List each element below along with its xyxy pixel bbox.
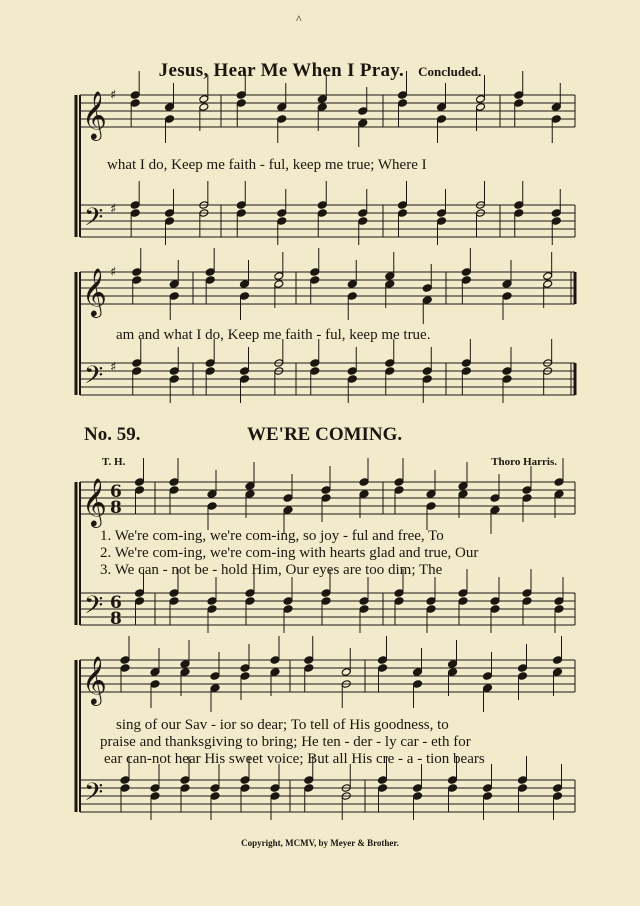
- note-head: [120, 776, 130, 785]
- note-head: [130, 99, 140, 108]
- note-head: [359, 490, 369, 499]
- note-head: [169, 292, 179, 301]
- note-head: [422, 375, 432, 384]
- note-head: [180, 660, 190, 669]
- note-head: [394, 486, 404, 495]
- note-head: [448, 668, 458, 677]
- bass-clef: 𝄢: [84, 203, 104, 238]
- note-head: [165, 217, 175, 226]
- note-head: [426, 597, 436, 606]
- note-head: [274, 280, 284, 289]
- note-head: [422, 296, 432, 305]
- note-head: [551, 103, 561, 112]
- note-head: [490, 597, 500, 606]
- note-head: [132, 276, 142, 285]
- note-head: [458, 482, 468, 491]
- note-head: [169, 375, 179, 384]
- note-head: [317, 103, 327, 112]
- note-head: [120, 784, 130, 793]
- verse-3-line-1: 3. We can - not be - hold Him, Our eyes are too dim; The: [100, 562, 443, 578]
- hymn1-status: Concluded.: [418, 64, 482, 79]
- note-head: [554, 597, 564, 606]
- note-head: [135, 597, 145, 606]
- note-head: [321, 589, 331, 598]
- treble-clef: 𝄞: [82, 90, 107, 139]
- note-head: [413, 680, 423, 689]
- note-head: [205, 367, 215, 376]
- note-head: [240, 672, 250, 681]
- verse-1-line-2: sing of our Sav - ior so dear; To tell of His goodness, to: [116, 717, 449, 733]
- hymn-number: No. 59.: [84, 424, 141, 445]
- note-head: [502, 292, 512, 301]
- note-head: [554, 605, 564, 614]
- note-head: [394, 478, 404, 487]
- note-head: [422, 367, 432, 376]
- note-head: [398, 201, 408, 210]
- note-head: [385, 280, 395, 289]
- note-head: [347, 292, 357, 301]
- note-head: [554, 478, 564, 487]
- note-head: [240, 776, 250, 785]
- note-head: [270, 656, 280, 665]
- note-head: [277, 115, 287, 124]
- note-head: [514, 201, 524, 210]
- note-head: [283, 494, 293, 503]
- note-head: [518, 664, 528, 673]
- note-head: [210, 672, 220, 681]
- note-head: [277, 209, 287, 218]
- note-head: [310, 359, 320, 368]
- note-head: [543, 280, 553, 289]
- note-head: [518, 776, 528, 785]
- note-head: [461, 367, 471, 376]
- note-head: [461, 359, 471, 368]
- note-head: [553, 792, 563, 801]
- note-head: [274, 272, 284, 281]
- note-head: [490, 506, 500, 515]
- note-head: [378, 776, 388, 785]
- note-head: [240, 367, 250, 376]
- note-head: [437, 217, 447, 226]
- copyright-notice: Copyright, MCMV, by Meyer & Brother.: [241, 838, 399, 848]
- note-head: [514, 209, 524, 218]
- note-head: [150, 792, 160, 801]
- note-head: [135, 478, 145, 487]
- note-head: [310, 268, 320, 277]
- note-head: [130, 209, 140, 218]
- note-head: [398, 99, 408, 108]
- note-head: [317, 209, 327, 218]
- note-head: [413, 792, 423, 801]
- note-head: [150, 668, 160, 677]
- note-head: [283, 605, 293, 614]
- note-head: [394, 597, 404, 606]
- treble-clef: 𝄞: [82, 655, 107, 704]
- note-head: [385, 367, 395, 376]
- note-head: [180, 668, 190, 677]
- note-head: [236, 201, 246, 210]
- note-head: [304, 784, 314, 793]
- note-head: [359, 478, 369, 487]
- verse-1-line-1: 1. We're com-ing, we're com-ing, so joy - ful and free, To: [100, 528, 444, 544]
- time-signature-top: 6: [110, 482, 122, 502]
- note-head: [553, 668, 563, 677]
- note-head: [553, 784, 563, 793]
- note-head: [413, 668, 423, 677]
- note-head: [398, 209, 408, 218]
- note-head: [398, 91, 408, 100]
- note-head: [341, 668, 351, 677]
- note-head: [461, 276, 471, 285]
- note-head: [130, 91, 140, 100]
- note-head: [169, 486, 179, 495]
- note-head: [321, 494, 331, 503]
- note-head: [304, 776, 314, 785]
- note-head: [458, 589, 468, 598]
- note-head: [120, 664, 130, 673]
- bass-clef: 𝄢: [84, 361, 104, 396]
- note-head: [514, 91, 524, 100]
- note-head: [522, 589, 532, 598]
- note-head: [321, 486, 331, 495]
- note-head: [283, 597, 293, 606]
- note-head: [165, 209, 175, 218]
- note-head: [245, 597, 255, 606]
- note-head: [135, 486, 145, 495]
- note-head: [283, 506, 293, 515]
- note-head: [426, 490, 436, 499]
- note-head: [130, 201, 140, 210]
- sharp-sign: ♯: [110, 88, 117, 103]
- note-head: [483, 684, 493, 693]
- verse-2-line-2: praise and thanksgiving to bring; He ten - der - ly car - eth for: [100, 734, 471, 750]
- note-head: [426, 502, 436, 511]
- note-head: [378, 664, 388, 673]
- note-head: [245, 482, 255, 491]
- note-head: [490, 605, 500, 614]
- note-head: [385, 272, 395, 281]
- note-head: [437, 115, 447, 124]
- note-head: [522, 494, 532, 503]
- note-head: [236, 91, 246, 100]
- note-head: [518, 672, 528, 681]
- note-head: [135, 589, 145, 598]
- note-head: [205, 268, 215, 277]
- note-head: [378, 784, 388, 793]
- note-head: [358, 217, 368, 226]
- note-head: [490, 494, 500, 503]
- note-head: [245, 589, 255, 598]
- note-head: [448, 660, 458, 669]
- note-head: [304, 664, 314, 673]
- note-head: [165, 103, 175, 112]
- note-head: [518, 784, 528, 793]
- note-head: [358, 209, 368, 218]
- note-head: [554, 490, 564, 499]
- note-head: [448, 784, 458, 793]
- verse-3-line-2: ear can-not hear His sweet voice; But all His cre - a - tion bears: [104, 751, 485, 767]
- note-head: [458, 597, 468, 606]
- note-head: [359, 605, 369, 614]
- page-mark: ^: [296, 12, 302, 26]
- note-head: [120, 656, 130, 665]
- note-head: [132, 359, 142, 368]
- note-head: [522, 597, 532, 606]
- note-head: [483, 672, 493, 681]
- verse-2-line-1: 2. We're com-ing, we're com-ing with hearts glad and true, Our: [100, 545, 479, 561]
- note-head: [207, 605, 217, 614]
- note-head: [240, 292, 250, 301]
- note-head: [502, 375, 512, 384]
- note-head: [132, 268, 142, 277]
- note-head: [277, 217, 287, 226]
- bass-clef: 𝄢: [84, 591, 104, 626]
- note-head: [553, 656, 563, 665]
- note-head: [199, 95, 209, 104]
- note-head: [543, 272, 553, 281]
- note-head: [551, 115, 561, 124]
- hymn2-composer: Thoro Harris.: [491, 456, 557, 468]
- note-head: [317, 201, 327, 210]
- note-head: [321, 597, 331, 606]
- hymn1-lyric-line-2: am and what I do, Keep me faith - ful, keep me true.: [116, 327, 431, 343]
- note-head: [199, 103, 209, 112]
- note-head: [205, 359, 215, 368]
- time-signature-bottom: 8: [110, 609, 122, 629]
- note-head: [207, 597, 217, 606]
- note-head: [514, 99, 524, 108]
- note-head: [422, 284, 432, 293]
- note-head: [304, 656, 314, 665]
- sharp-sign: ♯: [110, 202, 117, 217]
- note-head: [358, 119, 368, 128]
- note-head: [378, 656, 388, 665]
- note-head: [180, 784, 190, 793]
- note-head: [277, 103, 287, 112]
- treble-clef: 𝄞: [82, 477, 107, 526]
- note-head: [347, 367, 357, 376]
- note-head: [169, 478, 179, 487]
- time-signature-bottom: 8: [110, 498, 122, 518]
- note-head: [483, 792, 493, 801]
- note-head: [236, 99, 246, 108]
- sharp-sign: ♯: [110, 360, 117, 375]
- sharp-sign: ♯: [110, 265, 117, 280]
- note-head: [502, 367, 512, 376]
- bass-clef: 𝄢: [84, 778, 104, 813]
- note-head: [169, 589, 179, 598]
- note-head: [210, 792, 220, 801]
- note-head: [207, 490, 217, 499]
- note-head: [347, 375, 357, 384]
- note-head: [437, 209, 447, 218]
- note-head: [169, 597, 179, 606]
- note-head: [522, 486, 532, 495]
- note-head: [210, 784, 220, 793]
- note-head: [502, 280, 512, 289]
- note-head: [240, 375, 250, 384]
- note-head: [483, 784, 493, 793]
- note-head: [270, 668, 280, 677]
- note-head: [165, 115, 175, 124]
- note-head: [132, 367, 142, 376]
- note-head: [150, 680, 160, 689]
- note-head: [358, 107, 368, 116]
- note-head: [270, 784, 280, 793]
- note-head: [347, 280, 357, 289]
- note-head: [180, 776, 190, 785]
- note-head: [437, 103, 447, 112]
- hymn1-title: Jesus, Hear Me When I Pray.: [158, 60, 405, 81]
- note-head: [413, 784, 423, 793]
- note-head: [236, 209, 246, 218]
- note-head: [394, 589, 404, 598]
- note-head: [310, 367, 320, 376]
- hymn2-title: WE'RE COMING.: [247, 424, 403, 445]
- note-head: [476, 95, 486, 104]
- note-head: [150, 784, 160, 793]
- note-head: [270, 792, 280, 801]
- note-head: [240, 784, 250, 793]
- time-signature-top: 6: [110, 593, 122, 613]
- note-head: [240, 664, 250, 673]
- note-head: [317, 95, 327, 104]
- note-head: [461, 268, 471, 277]
- note-head: [169, 280, 179, 289]
- note-head: [551, 217, 561, 226]
- note-head: [426, 605, 436, 614]
- note-head: [551, 209, 561, 218]
- note-head: [207, 502, 217, 511]
- note-head: [245, 490, 255, 499]
- note-head: [476, 103, 486, 112]
- note-head: [169, 367, 179, 376]
- note-head: [458, 490, 468, 499]
- note-head: [240, 280, 250, 289]
- note-head: [310, 276, 320, 285]
- hymn2-author: T. H.: [102, 456, 126, 468]
- note-head: [210, 684, 220, 693]
- note-head: [448, 776, 458, 785]
- note-head: [385, 359, 395, 368]
- treble-clef: 𝄞: [82, 267, 107, 316]
- note-head: [205, 276, 215, 285]
- note-head: [359, 597, 369, 606]
- hymn1-lyric-line-1: what I do, Keep me faith - ful, keep me true; Where I: [107, 157, 427, 173]
